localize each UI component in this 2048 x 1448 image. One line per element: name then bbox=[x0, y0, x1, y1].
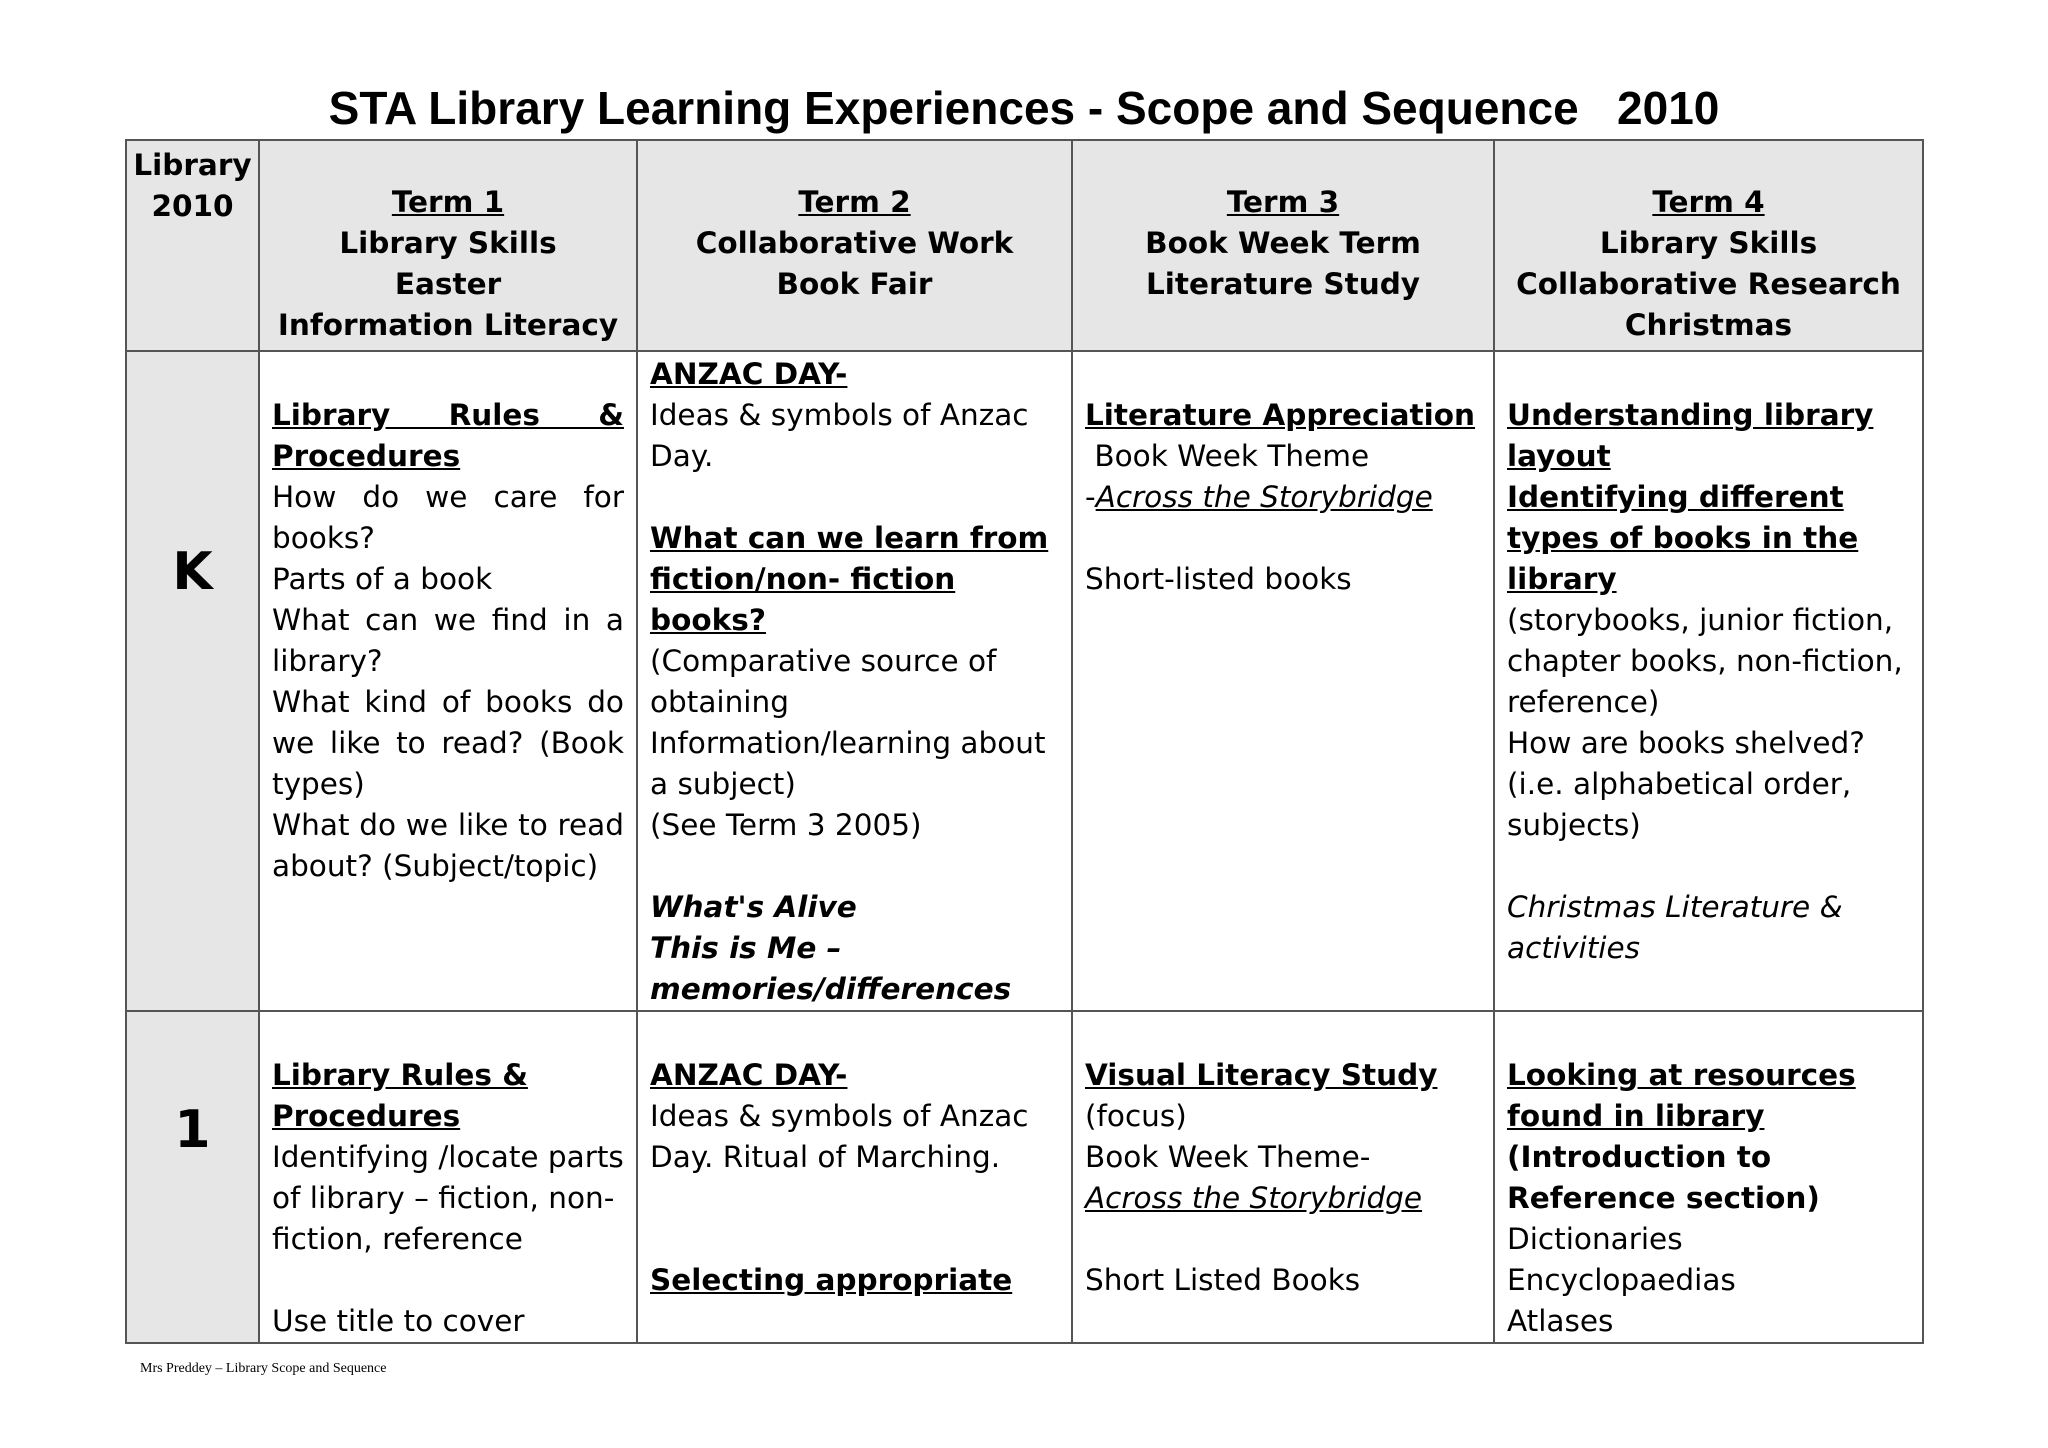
cell-heading: Selecting appropriate bbox=[650, 1263, 1013, 1297]
cell-text: Short-listed books bbox=[1085, 562, 1352, 596]
k-term-1-cell bbox=[259, 351, 637, 1011]
cell-text: (See Term 3 2005) bbox=[650, 808, 922, 842]
cell-text: Ideas & symbols of Anzac Day. bbox=[650, 398, 1029, 473]
cell-text: How are books shelved? (i.e. alphabetical order, subjects) bbox=[1507, 726, 1865, 842]
theme-title: Across the Storybridge bbox=[1085, 1181, 1423, 1215]
term-4-header bbox=[1494, 140, 1923, 351]
page-footer: Mrs Preddey – Library Scope and Sequence bbox=[140, 1361, 387, 1376]
grade-cell bbox=[126, 1011, 259, 1343]
page-title: STA Library Learning Experiences - Scope and Sequence 2010 bbox=[328, 82, 1720, 134]
cell-heading: Visual Literacy Study bbox=[1085, 1058, 1438, 1092]
term-2-focus: Collaborative Work bbox=[695, 226, 1014, 260]
cell-text: Atlases bbox=[1507, 1304, 1614, 1338]
cell-text: Identifying /locate parts of library – fiction, non-fiction, reference bbox=[272, 1140, 624, 1256]
term-4-focus: Library Skills bbox=[1599, 226, 1818, 260]
header-row bbox=[126, 140, 1923, 351]
term-4-focus: Christmas bbox=[1624, 308, 1793, 342]
k-term-3-cell bbox=[1072, 351, 1494, 1011]
term-2-title: Term 2 bbox=[798, 185, 911, 219]
term-1-header bbox=[259, 140, 637, 351]
cell-text: Ideas & symbols of Anzac Day. Ritual of Marching. bbox=[650, 1099, 1029, 1174]
g1-term-1-cell bbox=[259, 1011, 637, 1343]
corner-label: Library bbox=[133, 148, 252, 182]
g1-term-2-cell bbox=[637, 1011, 1072, 1343]
cell-text: (Comparative source of obtaining Information/learning about a subject) bbox=[650, 644, 1046, 801]
cell-heading: Library Rules & Procedures bbox=[272, 398, 624, 473]
corner-header bbox=[126, 140, 259, 351]
cell-heading: ANZAC DAY- bbox=[650, 357, 848, 391]
grade-row-k bbox=[126, 351, 1923, 1011]
cell-text: What can we find in a library? bbox=[272, 603, 624, 678]
grade-row-1 bbox=[126, 1011, 1923, 1343]
term-1-title: Term 1 bbox=[391, 185, 505, 219]
cell-heading: Library Rules & Procedures bbox=[272, 1058, 528, 1133]
cell-italic-text: Christmas Literature & activities bbox=[1507, 890, 1843, 965]
theme-line bbox=[1085, 477, 1481, 518]
cell-text: How do we care for books? bbox=[272, 480, 624, 555]
term-1-focus: Information Literacy bbox=[277, 308, 619, 342]
term-3-header bbox=[1072, 140, 1494, 351]
grade-label: K bbox=[172, 542, 213, 602]
grade-label: 1 bbox=[174, 1100, 211, 1160]
cell-heading: Understanding library layout bbox=[1507, 398, 1874, 473]
term-3-focus: Book Week Term bbox=[1145, 226, 1421, 260]
cell-heading: What can we learn from fiction/non- fiction books? bbox=[650, 521, 1049, 637]
cell-text: Encyclopaedias bbox=[1507, 1263, 1736, 1297]
grade-cell bbox=[126, 351, 259, 1011]
cell-text: What do we like to read about? (Subject/topic) bbox=[272, 808, 624, 883]
term-3-title: Term 3 bbox=[1226, 185, 1340, 219]
term-3-focus: Literature Study bbox=[1145, 267, 1421, 301]
g1-term-4-cell bbox=[1494, 1011, 1923, 1343]
cell-text: (focus) bbox=[1085, 1099, 1187, 1133]
term-4-title: Term 4 bbox=[1652, 185, 1765, 219]
cell-text: Book Week Theme- bbox=[1085, 1140, 1371, 1174]
theme-title: Across the Storybridge bbox=[1095, 480, 1433, 514]
cell-text: Parts of a book bbox=[272, 562, 493, 596]
scope-sequence-table bbox=[125, 139, 1924, 1344]
term-2-focus: Book Fair bbox=[776, 267, 933, 301]
cell-text: What kind of books do we like to read? (Book types) bbox=[272, 685, 624, 801]
cell-italic-text: This is Me – memories/differences bbox=[650, 931, 1012, 1006]
cell-heading: Identifying different types of books in the library bbox=[1507, 480, 1859, 596]
term-1-focus: Easter bbox=[394, 267, 502, 301]
term-4-focus: Collaborative Research bbox=[1516, 267, 1901, 301]
corner-year: 2010 bbox=[151, 189, 234, 223]
cell-heading: ANZAC DAY- bbox=[650, 1058, 848, 1092]
cell-heading: Literature Appreciation bbox=[1085, 398, 1476, 432]
term-1-focus: Library Skills bbox=[339, 226, 557, 260]
cell-text: Use title to cover bbox=[272, 1304, 525, 1338]
k-term-4-cell bbox=[1494, 351, 1923, 1011]
cell-bold-text: (Introduction to Reference section) bbox=[1507, 1140, 1820, 1215]
cell-text: - bbox=[1085, 480, 1096, 514]
cell-text: Short Listed Books bbox=[1085, 1263, 1361, 1297]
term-2-header bbox=[637, 140, 1072, 351]
cell-text: Dictionaries bbox=[1507, 1222, 1683, 1256]
cell-text: Book Week Theme bbox=[1085, 439, 1370, 473]
cell-heading: Looking at resources found in library bbox=[1507, 1058, 1856, 1133]
k-term-2-cell bbox=[637, 351, 1072, 1011]
cell-italic-text: What's Alive bbox=[650, 890, 857, 924]
cell-text: (storybooks, junior fiction, chapter books, non-fiction, reference) bbox=[1507, 603, 1903, 719]
g1-term-3-cell bbox=[1072, 1011, 1494, 1343]
